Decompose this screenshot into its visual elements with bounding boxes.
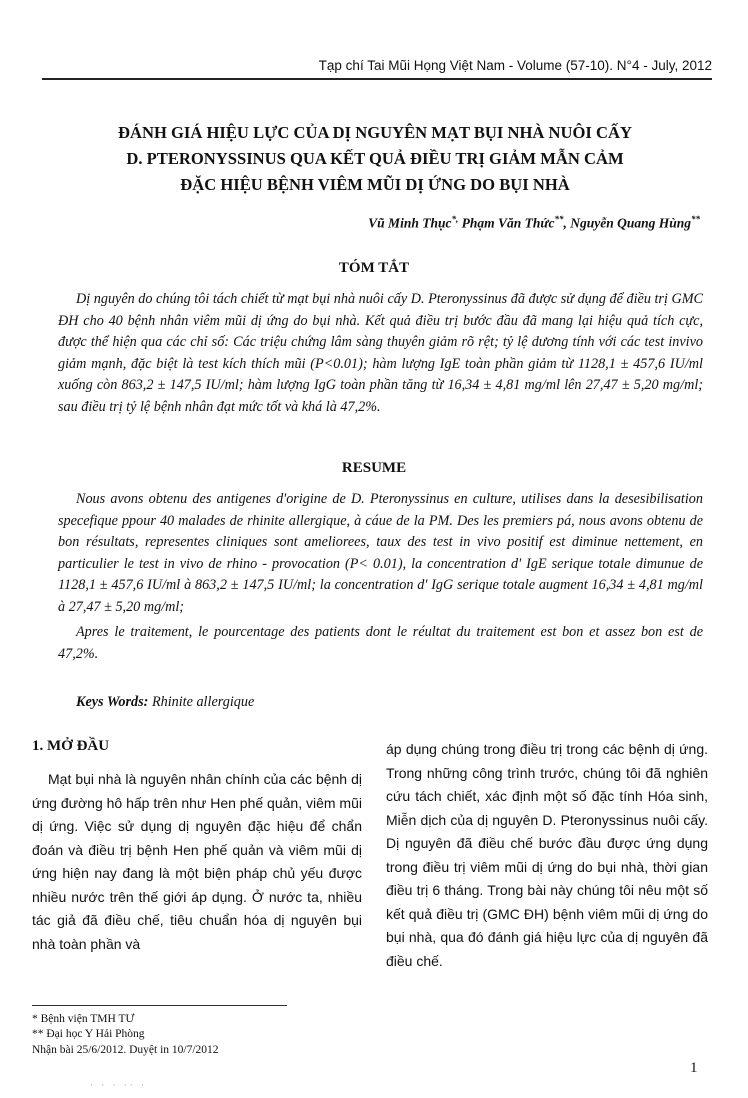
abstract-fr-heading: RESUME	[341, 460, 407, 476]
keywords-label: Keys Words:	[76, 694, 149, 710]
author-1: Vũ Minh Thục	[368, 215, 452, 231]
scan-specks: · · · ·· ·	[90, 1080, 147, 1090]
title-line-1: ĐÁNH GIÁ HIỆU LỰC CỦA DỊ NGUYÊN MẠT BỤI NHÀ NUÔI CẤY	[118, 123, 632, 142]
footnote-dates: Nhận bài 25/6/2012. Duyệt in 10/7/2012	[32, 1044, 219, 1056]
footnote-affiliation-1: * Bệnh viện TMH TƯ	[32, 1013, 135, 1025]
author-2: Phạm Văn Thức	[461, 215, 555, 231]
authors	[200, 214, 700, 232]
abstract-fr	[58, 489, 703, 665]
author-3-mark: **	[691, 214, 700, 224]
abstract-fr-para-1: Nous avons obtenu des antigenes d'origine de D. Pteronyssinus en culture, utilises dans la desesibilisation specefique ppour 40 malades de rhinite allergique, à cáue de la PM. Des les premiers pá, nous avons obtenu de bon résultats, representes cliniques sont ameliorees, taux des test in vivo positif est diminue nettement, en particulier le test in vivo de rhino - provocation (P< 0.01), la concentration d' IgE serique totale dimunue de 1128,1 ± 457,6 IU/ml à 863,2 ± 147,5 IU/ml; la concentration d' IgG serique totale augment 16,34 ± 4,81 mg/ml à 27,47 ± 5,20 mg/ml;	[58, 491, 703, 615]
intro-right-column: áp dụng chúng trong điều trị trong các bệnh dị ứng. Trong những công trình trước, chúng tôi đã nghiên cứu tách chiết, xác định một số đặc tính Hóa sinh, Miễn dịch của dị nguyên D. Pteronyssinus nuôi cấy. Dị nguyên đã điều chế bước đầu được ứng dụng trong điều trị viêm mũi dị ứng do bụi nhà, thời gian điều trị 6 tháng. Trong bài này chúng tôi nêu một số kết quả điều trị (GMC ĐH) bệnh viêm mũi dị ứng do bụi nhà, qua đó đánh giá hiệu lực của dị nguyên đã điều chế.	[386, 741, 708, 969]
footnote-rule	[32, 1005, 287, 1006]
author-1-mark: *,	[451, 214, 459, 224]
header-rule	[42, 78, 712, 80]
article-title	[30, 120, 720, 198]
abstract-vi	[58, 289, 703, 418]
footnote-affiliation-2: ** Đại học Y Hải Phòng	[32, 1028, 145, 1040]
abstract-vi-text: Dị nguyên do chúng tôi tách chiết từ mạt bụi nhà nuôi cấy D. Pteronyssinus đã được sử dụng để điều trị GMC ĐH cho 40 bệnh nhân viêm mũi dị ứng do bụi nhà. Kết quả điều trị bước đầu đã mang lại hiệu quả tích cực, được thể hiện qua các chỉ số: Các triệu chứng lâm sàng thuyên giảm rõ rệt; tỷ lệ dương tính với các test invivo giảm mạnh, đặc biệt là test kích thích mũi (P<0.01); hàm lượng IgE toàn phần giảm từ 1128,1 ± 457,6 IU/ml xuống còn 863,2 ± 147,5 IU/ml; hàm lượng IgG toàn phần tăng từ 16,34 ± 4,81 mg/ml lên 27,47 ± 5,20 mg/ml; sau điều trị tỷ lệ bệnh nhân đạt mức tốt và khá là 47,2%.	[58, 291, 703, 415]
title-line-2: D. PTERONYSSINUS QUA KẾT QUẢ ĐIỀU TRỊ GIẢM MẪN CẢM	[126, 149, 624, 168]
intro-left-column: Mạt bụi nhà là nguyên nhân chính của các bệnh dị ứng đường hô hấp trên như Hen phế quản, viêm mũi dị ứng. Việc sử dụng dị nguyên đặc hiệu để chẩn đoán và điều trị bệnh Hen phế quản và viêm mũi dị ứng hiện nay đang là một biện pháp chủ yếu được nhiều nước trên thế giới áp dụng. Ở nước ta, nhiều tác giả đã điều chế, tiêu chuẩn hóa dị nguyên bụi nhà toàn phần và	[32, 771, 362, 952]
keywords	[76, 694, 254, 711]
author-separator: ,	[563, 215, 567, 231]
page-number: 1	[690, 1060, 698, 1076]
journal-header: Tạp chí Tai Mũi Họng Việt Nam - Volume (57-10). N°4 - July, 2012	[318, 58, 712, 73]
abstract-vi-heading: TÓM TẮT	[338, 260, 410, 276]
author-3: Nguyễn Quang Hùng	[570, 215, 691, 231]
author-2-mark: **	[554, 214, 564, 224]
section-heading: 1. MỞ ĐẦU	[32, 738, 110, 754]
title-line-3: ĐẶC HIỆU BỆNH VIÊM MŨI DỊ ỨNG DO BỤI NHÀ	[180, 175, 570, 194]
abstract-fr-para-2: Apres le traitement, le pourcentage des patients dont le réultat du traitement est bon et assez bon est de 47,2%.	[58, 624, 703, 662]
keywords-value: Rhinite allergique	[151, 694, 255, 710]
